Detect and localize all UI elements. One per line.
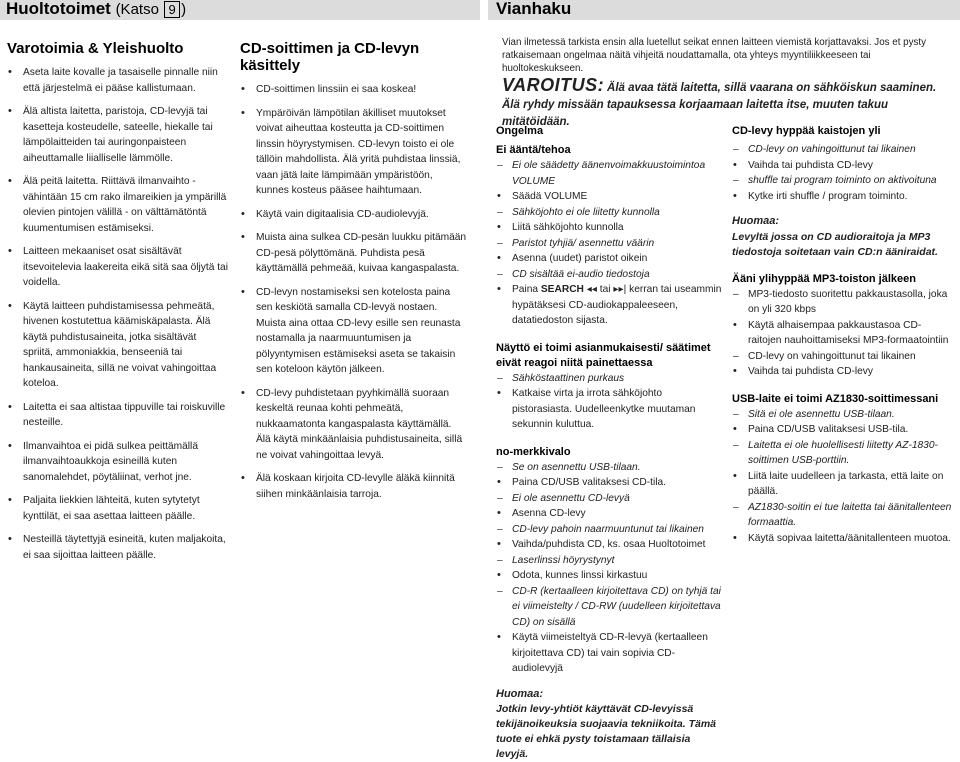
list-item: • Älä altista laitetta, paristoja, CD-levyjä tai kasetteja kosteudelle, sateelle, hiekalle tai lämpölaitteiden tai auringonpaisteen aiheuttamalle liialliselle lämmölle. [7,104,229,166]
remedy-item: • Vaihda tai puhdista CD-levy [732,158,954,174]
remedy-item: • Asenna CD-levy [496,506,724,522]
remedy-item: • Paina CD/USB valitaksesi USB-tila. [732,422,954,438]
remedy-item: • Säädä VOLUME [496,189,724,205]
note-text: Jotkin levy-yhtiöt käyttävät CD-levyissä tekijänoikeuksia suojaavia tekniikoita. Tämä tuote ei ehkä pysty toistamaan tällaisia levyjä. [496,703,717,760]
list-item: • Käytä laitteen puhdistamisessa pehmeätä, hivenen kostutettua käämiskäpalasta. Älä käytä puhdistusaineita, jotka sisältävät spriitä, ammoniakkia, benseeniä tai hankausaineita, sillä ne voivat vahingoittaa koteloa. [7,299,229,392]
cause-item: – Ei ole asennettu CD-levyä [496,491,724,507]
search-word: SEARCH [540,284,584,295]
note2-text: Levyltä jossa on CD audioraitoja ja MP3 tiedostoja soitetaan vain CD:n ääniraidat. [732,230,938,258]
troubleshooting-intro [502,36,952,131]
usb-heading: USB-laite ei toimi AZ1830-soittimessani [732,392,939,405]
warning-text: Älä avaa tätä laitetta, sillä vaarana on sähköiskun saaminen. Älä ryhdy missään tapauksessa korjaamaan laitetta itse, muuten takuu mitätöidään. [502,82,937,128]
search-instruction [496,282,724,329]
remedy-item: • Katkaise virta ja irrota sähköjohto pistorasiasta. Uudelleenkytke muutaman sekunnin kuluttua. [496,386,724,433]
cause-item: – Ei ole säädetty äänenvoimakkuustoimintoa VOLUME [496,158,724,189]
cause-item: – Paristot tyhjiä/ asennettu väärin [496,236,724,252]
skip-list [732,142,954,204]
troubleshooting-title: Vianhaku [496,0,572,18]
search-pre: Paina [512,284,541,295]
remedy-item: • Vaihda/puhdista CD, ks. osaa Huoltotoimet [496,537,724,553]
cd-handling-heading: CD-soittimen ja CD-levyn käsittely [240,40,420,74]
mp3-heading: Ääni ylihyppää MP3-toiston jälkeen [732,272,916,285]
cause-item: – CD-R (kertaalleen kirjoitettava CD) on tyhjä tai ei viimeistelty / CD-RW (uudelleen kirjoitettava CD) on sisällä [496,584,724,631]
list-item: • Aseta laite kovalle ja tasaiselle pinnalle niin että järjestelmä ei pääse kallistumaan. [7,65,229,96]
precautions-heading: Varotoimia & Yleishuolto [7,40,184,57]
warning-block [502,77,952,131]
page-ref-box: 9 [164,1,180,18]
skip-heading: CD-levy hyppää kaistojen yli [732,125,881,137]
list-item: • Käytä vain digitaalisia CD-audiolevyjä. [240,207,468,223]
cause-item: – CD-levy on vahingoittunut tai likainen [732,142,954,158]
no-indicator-list [496,460,724,677]
search-list [496,282,724,329]
cd-handling-list [240,82,468,502]
warning-label: VAROITUS: [502,75,605,95]
remedy-item: • Vaihda tai puhdista CD-levy [732,364,954,380]
display-list [496,371,724,433]
note2-heading: Huomaa: [732,215,780,227]
remedy-item: – CD-levy on vahingoittunut tai likainen [732,349,954,365]
cause-item: – Sähköjohto ei ole liitetty kunnolla [496,205,724,221]
list-item: • Ympäröivän lämpötilan äkilliset muutokset voivat aiheuttaa kosteutta ja CD-soittimen linssin höyrystymisen. CD-levyn toisto ei ole tällöin mahdollista. Älä yritä puhdistaa linssiä, vaan jätä laite lämpimään ympäristöön, kunnes kosteus pääsee haihtumaan. [240,106,468,199]
no-sound-heading: Ei ääntä/tehoa [496,144,571,156]
cause-item: – CD-levy pahoin naarmuuntunut tai likainen [496,522,724,538]
precautions-list [7,65,229,563]
usb-list [732,407,954,547]
right-header-bar [488,0,960,20]
see-close: ) [181,1,187,18]
cause-item: – Se on asennettu USB-tilaan. [496,460,724,476]
remedy-item: • Liitä sähköjohto kunnolla [496,220,724,236]
remedy-item: • Liitä laite uudelleen ja tarkasta, että laite on päällä. [732,469,954,500]
cause-item: – Sähköstaattinen purkaus [496,371,724,387]
display-heading: Näyttö ei toimi asianmukaisesti/ säätimet eivät reagoi niitä painettaessa [496,341,711,369]
cause-item: – Sitä ei ole asennettu USB-tilaan. [732,407,954,423]
remedy-item: – MP3-tiedosto suoritettu pakkaustasolla, joka on yli 320 kbps [732,287,954,318]
no-indicator-heading: no-merkkivalo [496,445,571,458]
list-item: • Muista aina sulkea CD-pesän luukku pitämään CD-pesä pölyttömänä. Puhdista pesä käyttämällä pehmeää, kuivaa kangaspalasta. [240,230,468,277]
remedy-item: • Odota, kunnes linssi kirkastuu [496,568,724,584]
search-rest: ◂◂ tai ▸▸| kerran tai useammin hypätäksesi CD-audiokappaleeseen, datatiedoston sijasta. [512,284,722,326]
list-item: • CD-levy puhdistetaan pyyhkimällä suoraan keskeltä reunaa kohti pehmeätä, nukkaamatonta kangaspalasta käyttämällä. Älä käytä minkäänlaisia puhdistusaineita, sillä ne voivat vahingoittaa levyä. [240,386,468,464]
list-item: • Nesteillä täytettyjä esineitä, kuten maljakoita, ei saa sijoittaa laitteen päälle. [7,532,229,563]
list-item: • Ilmanvaihtoa ei pidä sulkea peittämällä ilmanvaihtoaukkoja esineillä kuten sanomalehdet, pöytäliinat, verhot jne. [7,439,229,486]
cause-item: – Laserlinssi höyrystynyt [496,553,724,569]
remedy-item: • Kytke irti shuffle / program toiminto. [732,189,954,205]
problem-label: Ongelma [496,125,544,137]
mp3-list [732,287,954,380]
precautions-column [7,40,229,571]
cause-item: – CD sisältää ei-audio tiedostoja [496,267,724,283]
list-item: • CD-soittimen linssiin ei saa koskea! [240,82,468,98]
cause-item: – Laitetta ei ole huolellisesti liitetty AZ-1830-soittimen USB-porttiin. [732,438,954,469]
cause-item: – shuffle tai program toiminto on aktivoituna [732,173,954,189]
troubleshooting-left [496,124,724,762]
list-item: • Paljaita liekkien lähteitä, kuten sytytetyt kynttilät, ei saa asettaa laitteen päälle. [7,493,229,524]
intro-text: Vian ilmetessä tarkista ensin alla luetellut seikat ennen laitteen viemistä korjattavaksi. Jos et pysty ratkaisemaan ongelmaa näitä vihjeitä noudattamalla, ota yhteys myyntiliikkeeseen tai huoltokeskukseen. [502,37,927,74]
remedy-item: • Paina CD/USB valitaksesi CD-tila. [496,475,724,491]
list-item: • Laitetta ei saa altistaa tippuville tai roiskuville nesteille. [7,400,229,431]
troubleshooting-right [732,124,954,546]
see-open: (Katso [115,1,164,18]
remedy-item: • Asenna (uudet) paristot oikein [496,251,724,267]
note-heading: Huomaa: [496,687,544,700]
list-item: • Älä peitä laitetta. Riittävä ilmanvaihto - vähintään 15 cm rako ilmareikien ja ympärillä olevien pintojen välillä - on välttämätöntä kuumentumisen estämiseksi. [7,174,229,236]
see-reference [116,1,187,18]
no-sound-list [496,158,724,282]
list-item: • CD-levyn nostamiseksi sen kotelosta paina sen keskiötä samalla CD-levyä nostaen. Muista aina ottaa CD-levy esille sen reunasta nostamalla ja naarmuuntumisen ja pölyyntymisen estämiseksi aseta se takaisin sen koteloon käytön jälkeen. [240,285,468,378]
left-header-bar [0,0,480,20]
remedy-item: • Käytä sopivaa laitetta/äänitallenteen muotoa. [732,531,954,547]
remedy-item: • Käytä alhaisempaa pakkaustasoa CD-raitojen nauhoittamiseksi MP3-formaatointiin [732,318,954,349]
maintenance-title-text: Huoltotoimet [6,0,111,18]
remedy-item: • Käytä viimeisteltyä CD-R-levyä (kertaalleen kirjoitettava CD) tai vain sopivia CD-audiolevyjä [496,630,724,677]
list-item: • Laitteen mekaaniset osat sisältävät itsevoitelevia laakereita eikä sitä saa öljytä tai voidella. [7,244,229,291]
maintenance-title [6,0,186,19]
list-item: • Älä koskaan kirjoita CD-levylle äläkä kiinnitä siihen minkäänlaisia tarroja. [240,471,468,502]
cd-handling-column [240,40,468,510]
cause-item: – AZ1830-soitin ei tue laitetta tai äänitallenteen formaattia. [732,500,954,531]
